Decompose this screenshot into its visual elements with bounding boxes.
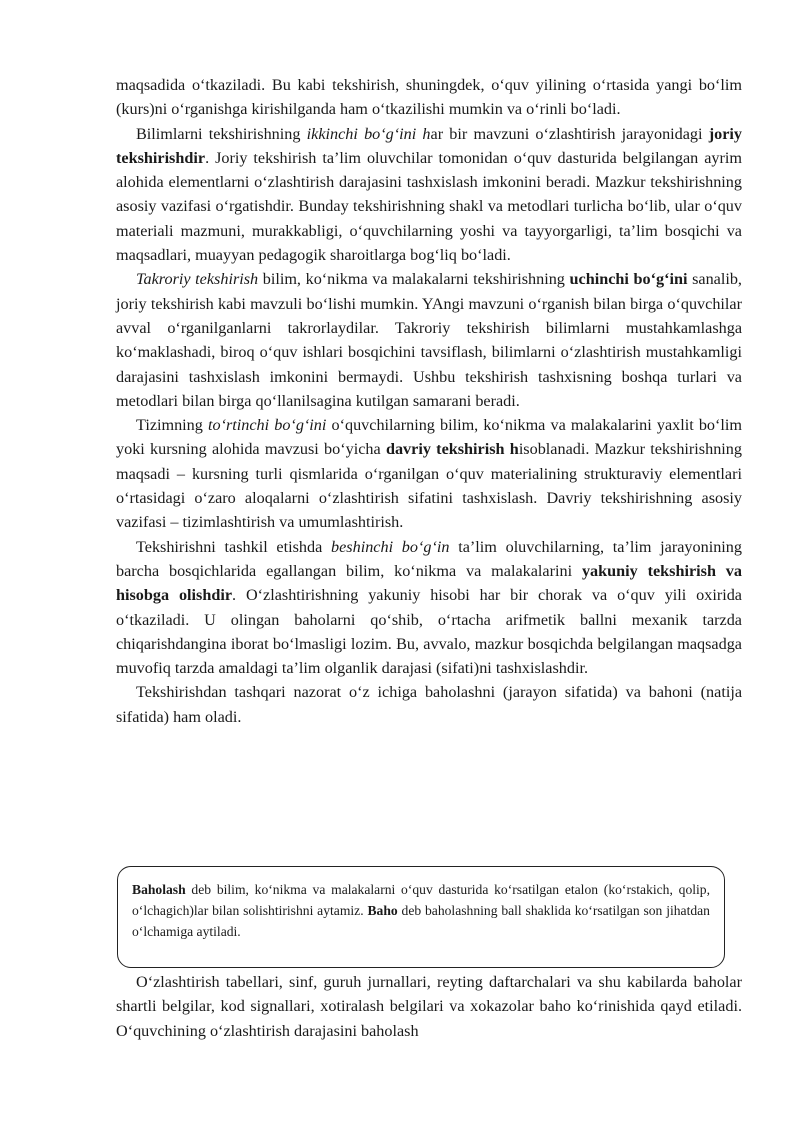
text-run: sanalib, joriy tekshirish kabi mavzuli bo‘lishi mumkin. YAngi mavzuni o‘rganish bilan birga o‘quvchilar avval o‘rganilganlarni takrorlaydilar. Takroriy tekshirish bilimlarni mustahkamlashga ko‘maklashadi, biroq o‘quv ishlari bosqichini tavsiflash, bilimlarni o‘zlashtirish mustahkamligi darajasini tashxislash imkonini bermaydi. Ushbu tekshirish tashxisning boshqa turlari va metodlari bilan birga qo‘llanilsagina kutilgan samarani beradi.	[116, 270, 742, 410]
definition-box	[117, 866, 725, 968]
italic-term: beshinchi bo‘g‘in	[331, 537, 450, 556]
text-run: Bilimlarni tekshirishning	[136, 124, 307, 143]
text-run: Tizimning	[136, 416, 208, 435]
paragraph	[116, 267, 742, 413]
paragraph	[116, 535, 742, 681]
text-run: Tekshirishni tashkil etishda	[136, 537, 332, 556]
paragraph	[116, 413, 742, 534]
text-run: Tekshirishdan tashqari nazorat o‘z ichiga baholashni (jarayon sifatida) va bahoni (natija sifatida) ham oladi.	[116, 683, 742, 726]
text-run: ta’lim oluvchilarning, ta’lim jarayonining barcha bosqichlarida egallangan bilim, ko‘nikma va malakalarini	[116, 537, 742, 580]
text-run: deb bilim, ko‘nikma va malakalarni o‘quv dasturida ko‘rsatilgan etalon (ko‘rstakich, qolip, o‘lchagich)lar bilan solishtirishni aytamiz.	[132, 882, 710, 918]
paragraph	[116, 970, 742, 1043]
paragraph	[116, 73, 742, 122]
text-run: o‘quvchilarning bilim, ko‘nikma va malakalarini yaxlit bo‘lim yoki kursning alohida mavzusi bo‘yicha	[116, 416, 742, 459]
bold-term: uchinchi bo‘g‘ini	[569, 270, 688, 289]
bold-term: Baho	[367, 903, 398, 918]
text-run: O‘zlashtirish tabellari, sinf, guruh jurnallari, reyting daftarchalari va shu kabilarda baholar shartli belgilar, kod signallari, xotiralash belgilari va xokazolar baho ko‘rinishida qayd etiladi. O‘quvchining o‘zlashtirish darajasini baholash	[116, 973, 742, 1040]
paragraph	[116, 680, 742, 729]
bold-term: davriy tekshirish h	[385, 440, 519, 459]
bold-term: Baholash	[132, 882, 186, 897]
italic-term: to‘rtinchi bo‘g‘ini	[207, 416, 327, 435]
italic-term: ikkinchi bo‘g‘ini h	[306, 124, 431, 143]
paragraph	[116, 122, 742, 268]
text-run: bilim, ko‘nikma va malakalarni tekshirishning	[258, 270, 570, 289]
bold-term: yakuniy tekshirish va hisobga olishdir	[116, 561, 742, 605]
italic-term: Takroriy tekshirish	[136, 270, 259, 289]
text-run: ar bir mavzuni o‘zlashtirish jarayonidagi	[430, 124, 709, 143]
text-run: . O‘zlashtirishning yakuniy hisobi har bir chorak va o‘quv yili oxirida o‘tkaziladi. U olingan baholarni qo‘shib, o‘rtacha arifmetik ballni mexanik tarzda chiqarishdangina iborat bo‘lmasligi lozim. Bu, avvalo, mazkur bosqichda belgilangan maqsadga muvofiq tarzda amaldagi ta’lim olganlik darajasi (sifati)ni tashxislashdir.	[116, 586, 742, 678]
text-run: maqsadida o‘tkaziladi. Bu kabi tekshirish, shuningdek, o‘quv yilining o‘rtasida yangi bo‘lim (kurs)ni o‘rganishga kirishilganda ham o‘tkazilishi mumkin va o‘rinli bo‘ladi.	[116, 76, 742, 119]
continuation-text	[116, 970, 742, 1043]
text-run: deb baholashning ball shaklida ko‘rsatilgan son jihatdan o‘lchamiga aytiladi.	[132, 903, 710, 939]
bold-term: joriy tekshirishdir	[116, 124, 742, 167]
text-run: . Joriy tekshirish ta’lim oluvchilar tomonidan o‘quv dasturida belgilangan ayrim alohida elementlarni o‘zlashtirish darajasini tashxislash imkonini beradi. Mazkur tekshirishning asosiy vazifasi o‘rgatishdir. Bunday tekshirishning shakl va metodlari turlicha bo‘lib, ular o‘quv materiali mazmuni, murakkabligi, o‘quvchilarning yoshi va tayyorgarligi, ta’lim bosqichi va maqsadlari, muayyan pedagogik sharoitlarga bog‘liq bo‘ladi.	[116, 148, 742, 265]
text-run: isoblanadi. Mazkur tekshirishning maqsadi – kursning turli qismlarida o‘rganilgan o‘quv materialining strukturaviy elementlari o‘rtasidagi o‘zaro aloqalarni o‘zlashtirish sifatini tashxislash. Davriy tekshirishning asosiy vazifasi – tizimlashtirish va umumlashtirish.	[116, 440, 742, 532]
main-text	[116, 73, 742, 729]
